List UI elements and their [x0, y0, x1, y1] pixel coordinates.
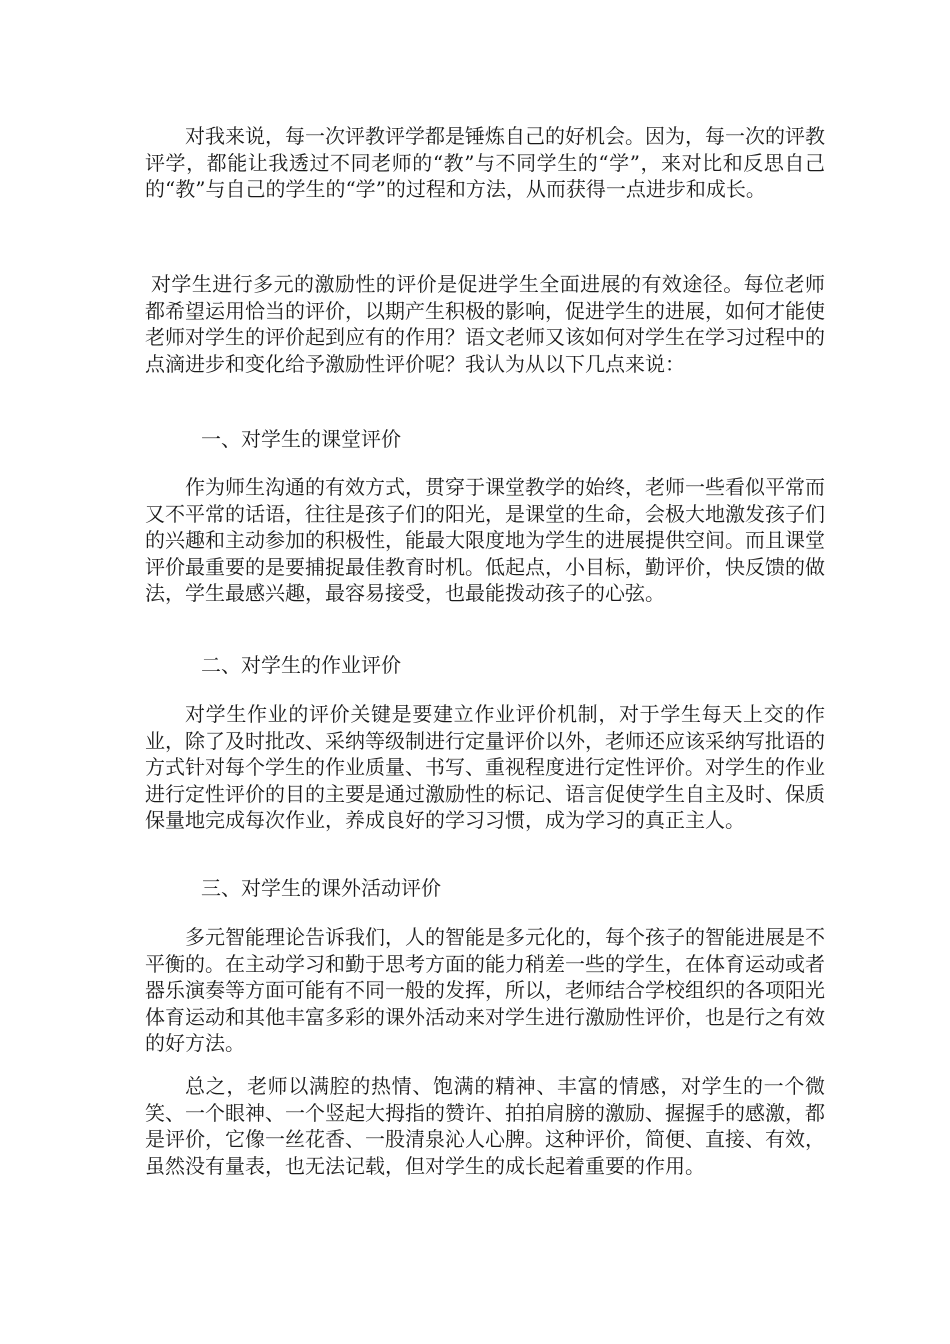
section-heading-activities: 三、对学生的课外活动评价	[201, 876, 441, 900]
section-heading-homework: 二、对学生的作业评价	[201, 653, 401, 677]
intro-paragraph: 对我来说，每一次评教评学都是锤炼自己的好机会。因为，每一次的评教评学，都能让我透过不同老师的“教”与不同学生的“学”，来对比和反思自己的“教”与自己的学生的“学”的过程和方法，从而获得一点进步和成长。	[145, 124, 825, 201]
homework-paragraph: 对学生作业的评价关键是要建立作业评价机制，对于学生每天上交的作业，除了及时批改、采纳等级制进行定量评价以外，老师还应该采纳写批语的方式针对每个学生的作业质量、书写、重视程度进行定性评价。对学生的作业进行定性评价的目的主要是通过激励性的标记、语言促使学生自主及时、保质保量地完成每次作业，养成良好的学习习惯，成为学习的真正主人。	[145, 702, 825, 832]
classroom-paragraph: 作为师生沟通的有效方式，贯穿于课堂教学的始终，老师一些看似平常而又不平常的话语，往往是孩子们的阳光，是课堂的生命，会极大地激发孩子们的兴趣和主动参加的积极性，能最大限度地为学生的进展提供空间。而且课堂评价最重要的是要捕捉最佳教育时机。低起点，小目标，勤评价，快反馈的做法，学生最感兴趣，最容易接受，也最能拨动孩子的心弦。	[145, 475, 825, 605]
activities-paragraph: 多元智能理论告诉我们，人的智能是多元化的，每个孩子的智能进展是不平衡的。在主动学习和勤于思考方面的能力稍差一些的学生，在体育运动或者器乐演奏等方面可能有不同一般的发挥，所以，老师结合学校组织的各项阳光体育运动和其他丰富多彩的课外活动来对学生进行激励性评价，也是行之有效的好方法。	[145, 925, 825, 1055]
overview-paragraph: 对学生进行多元的激励性的评价是促进学生全面进展的有效途径。每位老师都希望运用恰当的评价，以期产生积极的影响，促进学生的进展，如何才能使老师对学生的评价起到应有的作用？语文老师又该如何对学生在学习过程中的点滴进步和变化给予激励性评价呢？我认为从以下几点来说：	[145, 272, 825, 376]
section-heading-classroom: 一、对学生的课堂评价	[201, 427, 401, 451]
conclusion-paragraph: 总之，老师以满腔的热情、饱满的精神、丰富的情感，对学生的一个微笑、一个眼神、一个竖起大拇指的赞许、拍拍肩膀的激励、握握手的感激，都是评价，它像一丝花香、一股清泉沁人心脾。这种评价，简便、直接、有效，虽然没有量表，也无法记载，但对学生的成长起着重要的作用。	[145, 1074, 825, 1178]
